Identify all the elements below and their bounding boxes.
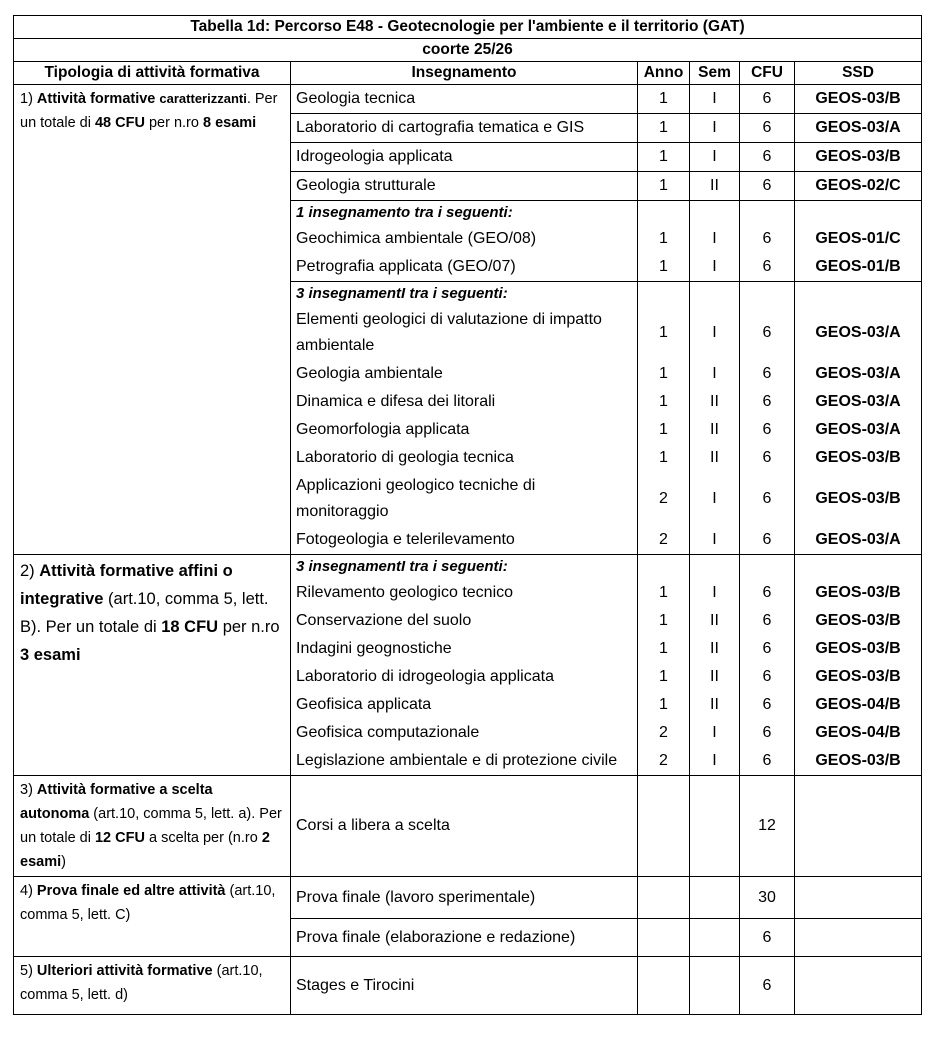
course-anno: 1 [638, 691, 690, 719]
course-name: Corsi a libera a scelta [291, 776, 638, 877]
course-cfu: 6 [740, 747, 795, 776]
category-2-cell: 2) Attività formative affini o integrative (art.10, comma 5, lett. B). Per un totale di 18 CFU per n.ro 3 esami [14, 555, 291, 776]
course-anno [638, 957, 690, 1015]
course-ssd: GEOS-03/B [795, 143, 922, 172]
course-anno: 2 [638, 719, 690, 747]
category-3-cell: 3) Attività formative a scelta autonoma (art.10, comma 5, lett. a). Per un totale di 12 CFU a scelta per (n.ro 2 esami) [14, 776, 291, 877]
course-name: Fotogeologia e telerilevamento [291, 526, 638, 555]
empty-cell [638, 201, 690, 226]
course-sem: I [690, 472, 740, 526]
course-anno [638, 776, 690, 877]
course-sem: II [690, 663, 740, 691]
course-cfu: 12 [740, 776, 795, 877]
course-ssd: GEOS-03/B [795, 444, 922, 472]
course-name: Geochimica ambientale (GEO/08) [291, 225, 638, 253]
course-cfu: 6 [740, 919, 795, 957]
course-anno: 1 [638, 306, 690, 360]
course-name: Geofisica computazionale [291, 719, 638, 747]
course-cfu: 6 [740, 114, 795, 143]
course-name: Prova finale (elaborazione e redazione) [291, 919, 638, 957]
course-sem: I [690, 143, 740, 172]
table-title: Tabella 1d: Percorso E48 - Geotecnologie per l'ambiente e il territorio (GAT) [14, 16, 922, 39]
course-ssd: GEOS-03/B [795, 607, 922, 635]
course-sem: I [690, 360, 740, 388]
course-anno: 1 [638, 225, 690, 253]
course-name: Stages e Tirocini [291, 957, 638, 1015]
course-ssd: GEOS-03/A [795, 388, 922, 416]
group-heading: 1 insegnamento tra i seguenti: [291, 201, 638, 226]
category-4-cell: 4) Prova finale ed altre attività (art.10, comma 5, lett. C) [14, 877, 291, 957]
course-ssd: GEOS-04/B [795, 719, 922, 747]
course-anno: 1 [638, 416, 690, 444]
course-sem: II [690, 691, 740, 719]
course-name: Geofisica applicata [291, 691, 638, 719]
course-cfu: 6 [740, 663, 795, 691]
course-sem: I [690, 225, 740, 253]
course-sem: II [690, 388, 740, 416]
course-ssd [795, 919, 922, 957]
course-cfu: 6 [740, 579, 795, 607]
course-name: Idrogeologia applicata [291, 143, 638, 172]
course-ssd: GEOS-03/B [795, 472, 922, 526]
empty-cell [638, 555, 690, 580]
course-anno: 2 [638, 526, 690, 555]
course-name: Laboratorio di geologia tecnica [291, 444, 638, 472]
course-anno: 1 [638, 253, 690, 282]
course-anno: 1 [638, 172, 690, 201]
course-ssd: GEOS-01/B [795, 253, 922, 282]
course-name: Geologia ambientale [291, 360, 638, 388]
course-sem: I [690, 579, 740, 607]
course-anno: 1 [638, 388, 690, 416]
course-ssd: GEOS-03/B [795, 663, 922, 691]
course-anno: 1 [638, 579, 690, 607]
course-name: Geomorfologia applicata [291, 416, 638, 444]
course-ssd [795, 957, 922, 1015]
course-sem: II [690, 416, 740, 444]
course-ssd: GEOS-03/B [795, 635, 922, 663]
course-ssd [795, 776, 922, 877]
course-anno: 1 [638, 360, 690, 388]
course-sem [690, 776, 740, 877]
course-name: Conservazione del suolo [291, 607, 638, 635]
course-ssd: GEOS-03/A [795, 360, 922, 388]
course-cfu: 6 [740, 416, 795, 444]
course-cfu: 6 [740, 306, 795, 360]
course-sem: I [690, 253, 740, 282]
course-sem: II [690, 172, 740, 201]
course-cfu: 6 [740, 143, 795, 172]
course-name: Petrografia applicata (GEO/07) [291, 253, 638, 282]
course-anno: 1 [638, 607, 690, 635]
course-cfu: 6 [740, 225, 795, 253]
course-anno: 1 [638, 444, 690, 472]
course-cfu: 6 [740, 719, 795, 747]
course-sem: II [690, 635, 740, 663]
course-name: Prova finale (lavoro sperimentale) [291, 877, 638, 919]
empty-cell [740, 282, 795, 307]
course-sem [690, 957, 740, 1015]
table-subtitle: coorte 25/26 [14, 39, 922, 62]
category-5-cell: 5) Ulteriori attività formative (art.10, comma 5, lett. d) [14, 957, 291, 1015]
course-anno [638, 877, 690, 919]
header-insegnamento: Insegnamento [291, 62, 638, 85]
empty-cell [690, 282, 740, 307]
header-tipologia: Tipologia di attività formativa [14, 62, 291, 85]
course-ssd [795, 877, 922, 919]
course-sem: I [690, 526, 740, 555]
course-name: Legislazione ambientale e di protezione civile [291, 747, 638, 776]
category-1-cell: 1) Attività formative caratterizzanti. Per un totale di 48 CFU per n.ro 8 esami [14, 85, 291, 555]
group-heading: 3 insegnamentI tra i seguenti: [291, 555, 638, 580]
course-name: Indagini geognostiche [291, 635, 638, 663]
course-sem [690, 877, 740, 919]
course-cfu: 6 [740, 607, 795, 635]
course-cfu: 6 [740, 360, 795, 388]
course-name: Geologia strutturale [291, 172, 638, 201]
course-anno: 2 [638, 747, 690, 776]
course-name: Elementi geologici di valutazione di impatto ambientale [291, 306, 638, 360]
course-sem: I [690, 747, 740, 776]
course-ssd: GEOS-03/A [795, 114, 922, 143]
course-name: Geologia tecnica [291, 85, 638, 114]
course-anno: 1 [638, 114, 690, 143]
empty-cell [795, 201, 922, 226]
course-name: Rilevamento geologico tecnico [291, 579, 638, 607]
course-ssd: GEOS-04/B [795, 691, 922, 719]
course-name: Applicazioni geologico tecniche di monitoraggio [291, 472, 638, 526]
course-cfu: 6 [740, 253, 795, 282]
header-sem: Sem [690, 62, 740, 85]
course-name: Dinamica e difesa dei litorali [291, 388, 638, 416]
course-sem: II [690, 444, 740, 472]
empty-cell [740, 555, 795, 580]
header-ssd: SSD [795, 62, 922, 85]
course-name: Laboratorio di cartografia tematica e GIS [291, 114, 638, 143]
course-cfu: 6 [740, 957, 795, 1015]
course-cfu: 6 [740, 388, 795, 416]
empty-cell [795, 282, 922, 307]
course-ssd: GEOS-03/A [795, 526, 922, 555]
course-anno [638, 919, 690, 957]
course-cfu: 6 [740, 444, 795, 472]
course-ssd: GEOS-03/A [795, 416, 922, 444]
course-sem: I [690, 85, 740, 114]
curriculum-table [13, 15, 922, 1015]
course-cfu: 6 [740, 172, 795, 201]
course-cfu: 6 [740, 635, 795, 663]
header-anno: Anno [638, 62, 690, 85]
group-heading: 3 insegnamentI tra i seguenti: [291, 282, 638, 307]
course-ssd: GEOS-03/B [795, 747, 922, 776]
course-anno: 1 [638, 85, 690, 114]
course-sem: I [690, 306, 740, 360]
course-sem: II [690, 607, 740, 635]
empty-cell [638, 282, 690, 307]
course-cfu: 6 [740, 85, 795, 114]
course-ssd: GEOS-03/B [795, 579, 922, 607]
course-cfu: 6 [740, 526, 795, 555]
course-ssd: GEOS-03/A [795, 306, 922, 360]
course-anno: 1 [638, 663, 690, 691]
empty-cell [690, 201, 740, 226]
empty-cell [795, 555, 922, 580]
course-sem: I [690, 719, 740, 747]
course-ssd: GEOS-02/C [795, 172, 922, 201]
course-ssd: GEOS-03/B [795, 85, 922, 114]
course-name: Laboratorio di idrogeologia applicata [291, 663, 638, 691]
empty-cell [690, 555, 740, 580]
course-cfu: 30 [740, 877, 795, 919]
course-anno: 1 [638, 143, 690, 172]
course-cfu: 6 [740, 691, 795, 719]
course-cfu: 6 [740, 472, 795, 526]
course-sem: I [690, 114, 740, 143]
course-ssd: GEOS-01/C [795, 225, 922, 253]
course-sem [690, 919, 740, 957]
header-cfu: CFU [740, 62, 795, 85]
empty-cell [740, 201, 795, 226]
course-anno: 2 [638, 472, 690, 526]
course-anno: 1 [638, 635, 690, 663]
